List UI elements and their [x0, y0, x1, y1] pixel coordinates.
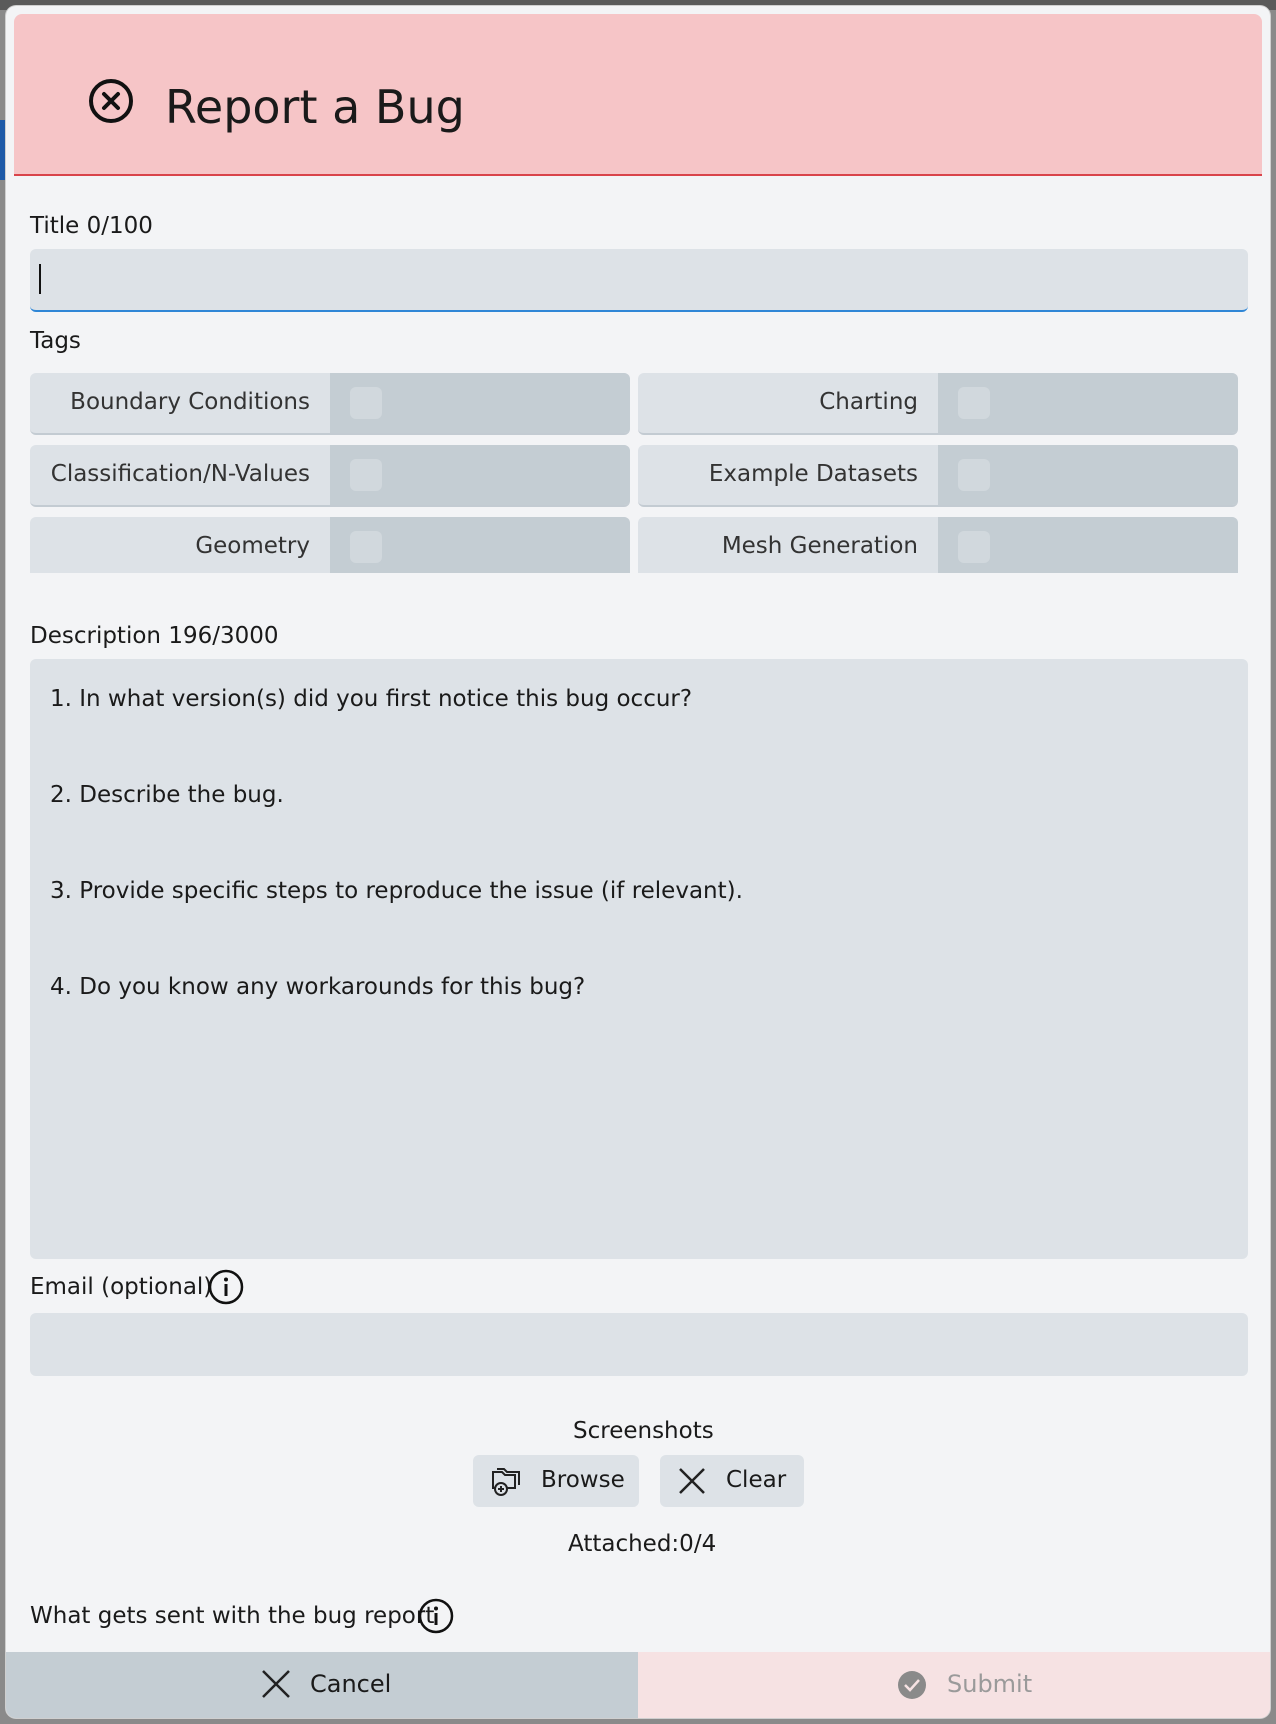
- tag-charting[interactable]: [638, 373, 1238, 435]
- tag-mesh-generation[interactable]: [638, 517, 1238, 573]
- cancel-button[interactable]: [6, 1652, 638, 1718]
- tag-checkbox[interactable]: [958, 459, 990, 491]
- submit-button[interactable]: [638, 1652, 1270, 1718]
- description-line: 3. Provide specific steps to reproduce the issue (if relevant).: [50, 878, 743, 904]
- browse-label: Browse: [541, 1467, 625, 1493]
- title-label-text: Title: [30, 213, 80, 239]
- tag-toggle-area[interactable]: [330, 373, 630, 435]
- dialog-title: Report a Bug: [165, 80, 465, 134]
- cancel-label: Cancel: [310, 1670, 392, 1698]
- dialog-header: [14, 14, 1262, 176]
- description-line: 1. In what version(s) did you first notice this bug occur?: [50, 686, 693, 712]
- title-label: [30, 213, 153, 239]
- description-counter: 196/3000: [168, 623, 279, 649]
- tag-example-datasets[interactable]: [638, 445, 1238, 507]
- title-input[interactable]: [30, 249, 1248, 312]
- tag-checkbox[interactable]: [350, 387, 382, 419]
- tag-toggle-area[interactable]: [938, 373, 1238, 435]
- email-input[interactable]: [30, 1313, 1248, 1376]
- tag-label: Charting: [819, 389, 918, 415]
- screenshots-label: Screenshots: [573, 1418, 714, 1444]
- tag-toggle-area[interactable]: [938, 517, 1238, 573]
- tag-toggle-area[interactable]: [938, 445, 1238, 507]
- tag-label: Example Datasets: [708, 461, 918, 487]
- tags-label: Tags: [30, 328, 81, 354]
- tag-geometry[interactable]: [30, 517, 630, 573]
- info-icon[interactable]: [207, 1268, 245, 1306]
- tag-toggle-area[interactable]: [330, 517, 630, 573]
- tag-toggle-area[interactable]: [330, 445, 630, 507]
- tag-label: Mesh Generation: [721, 533, 918, 559]
- close-icon: [261, 1669, 291, 1699]
- tag-label: Geometry: [195, 533, 310, 559]
- description-line: 4. Do you know any workarounds for this bug?: [50, 974, 586, 1000]
- info-icon[interactable]: [417, 1597, 455, 1635]
- submit-label: Submit: [947, 1670, 1033, 1698]
- description-line: 2. Describe the bug.: [50, 782, 284, 808]
- clear-label: Clear: [726, 1467, 787, 1493]
- description-label: [30, 623, 279, 649]
- description-label-text: Description: [30, 623, 161, 649]
- email-label: Email (optional): [30, 1274, 213, 1300]
- tag-checkbox[interactable]: [350, 531, 382, 563]
- text-caret: [39, 264, 41, 294]
- folder-add-icon: [491, 1466, 523, 1496]
- report-bug-dialog: [6, 6, 1270, 1718]
- clear-button[interactable]: [660, 1455, 804, 1507]
- tag-checkbox[interactable]: [958, 387, 990, 419]
- attached-count: Attached:0/4: [568, 1531, 717, 1557]
- tag-label: Boundary Conditions: [70, 389, 310, 415]
- checkmark-circle-icon: [897, 1670, 927, 1700]
- browse-button[interactable]: [473, 1455, 639, 1507]
- description-textarea[interactable]: [30, 659, 1248, 1259]
- close-icon: [678, 1467, 706, 1495]
- tag-boundary-conditions[interactable]: [30, 373, 630, 435]
- tag-label: Classification/N-Values: [50, 461, 310, 487]
- tag-checkbox[interactable]: [958, 531, 990, 563]
- title-counter: 0/100: [86, 213, 153, 239]
- tag-checkbox[interactable]: [350, 459, 382, 491]
- report-contents-label: What gets sent with the bug report: [30, 1603, 435, 1629]
- circle-x-icon[interactable]: [87, 77, 135, 125]
- tag-classification-n-values[interactable]: [30, 445, 630, 507]
